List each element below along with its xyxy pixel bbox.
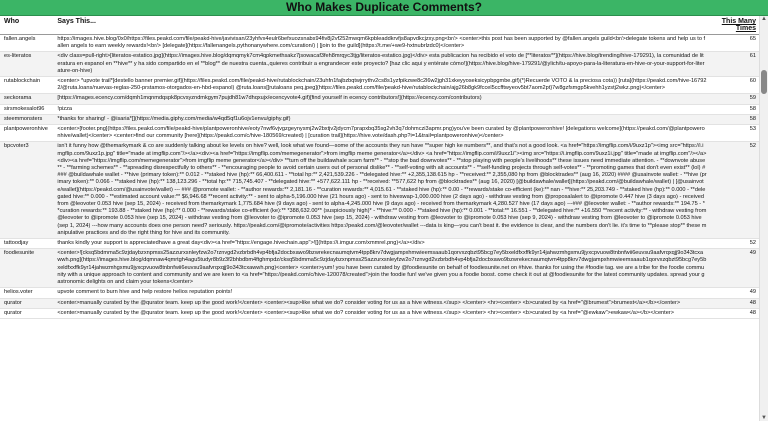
row-times-cell: 52 xyxy=(711,142,760,239)
page-title: Who Makes Duplicate Comments? xyxy=(0,0,768,16)
scroll-down-icon[interactable]: ▼ xyxy=(761,415,767,421)
row-who-cell: steemmonsters xyxy=(0,114,53,124)
row-times-cell: 61 xyxy=(711,52,760,77)
column-header-who[interactable]: Who xyxy=(0,16,53,35)
row-who-cell: plantpoweronhive xyxy=(0,125,53,142)
column-header-times[interactable]: This Many Times xyxy=(711,16,760,35)
table-row xyxy=(0,288,760,298)
row-says-cell: isn't it funny how @themarkymark & co are suddenly talking about ke levels on hive? well, look what we found—some of the accounts they run have **super high ke numbers**, and that's not a good look. <a href="https://imgflip.com/i/9uxz1p"><img src="https://i.imgflip.com/9uxz1p.jpg" title="made at imgflip.com"/></a><div><a href="https://imgflip.com/memegenerator">from imgflip meme generator</a></div> <a href="https://imgflip.com/i/9uxz1i"><img src="https://i.imgflip.com/9uxz1i.jpg" title="made at imgflip.com"/></a><div><a href="https://imgflip.com/memegenerator">from imgflip meme generator</a></div> **turn off the buildawhale scam farm** - **stop the bad downvotes** - **stop playing with people's livelihoods** these issues need immediate attention. - **downvote abuse** - **farming schemes** - **spreading disrespectfully to others** - **encouraging people to avoid certain users out of personal dislike** - **self-voting with alt accounts** - **self-funding projects through self-votes** - **promoting games that don't even exist** (lol) #### @buildawhale wallet - **hive (primary token):** 0.012 - **staked hive (hp):** 66,400.611 - **total hp:** 2,421,539.226 - **delegated hive:** +2,355,138.615 hp - **received:** 2,355,080 hp from @blocktrades** (aug 16, 2020) #### @usainvote wallet: - **hive (primary token):** 0.066 - **staked hive (hp):** 138,123.296 - **total hp:** 715,745.407 - **delegated hive:** +577,622.111 hp - **received: **577,622 hp from @blocktrades** (aug 16, 2020) [@buildawhale/wallet](https://peakd.com/@buildawhale/wallet) | [@usainvote/wallet](https://peakd.com/@usainvote/wallet) --- ### @promote wallet: - **author rewards:** 2,181.16 - **curation rewards:** 4,015.61 - **staked hive (hp):** 0.00 - **rewards/stake co-efficient (ke):** nan - **hive:** 25,203.749 - **staked hive (hp):** 0.000 - **delegated hive:** 0.000 - **estimated account value:** $6,946.68 **recent activity:** - sent to alpha-5,196.000 hive (21 hours ago) - sent to hiveswap-1,000.000 hive (2 days ago) - withdraw vesting from @proposalalert to @ipromote 0.447 hive (3 days ago) - received from @leovoter 0.053 hive (sep 15, 2024) - received from themarkymark 1,775.684 hive (9 days ago) - sent to alpha-4,245.000 hive (9 days ago) - received from themarkymark 4,280.527 hive (17 days ago) ---### @leovoter wallet: - **author rewards:** 194.75 - **curation rewards:** 193.88 - **staked hive (hp):** 0.000 - **rewards/stake co-efficient (ke):** *388,632.00** (suspiciously high)* - **hive:** 0.000 - **staked hive (hp):** 0.001 - **total:** 16.551 - **delegated hive:** +16.550 **recent activity:** - withdraw vesting from @leovoter to @ipromote 0.053 hive (sep 15, 2024) - withdraw vesting from @leovoter to @ipromote 0.053 hive (sep 15, 2024) - withdraw vesting from @leovoter to @ipromote 0.053 hive (sep 9, 2024) - withdraw vesting from @leovoter to @ipromote 0.053 hive (sep 1, 2024) ---how many accounts does one person need? seriously. https://peakd.com/@ipromote/activities https://peakd.com/@leovoter/wallet ---data is king—you can't beat it. the evidence is clear, and the numbers don't lie. it's time to **please stop** these manipulative practices and do the right thing for hive and its community. xyxy=(53,142,710,239)
row-times-cell: 58 xyxy=(711,104,760,114)
table-row xyxy=(0,104,760,114)
table-row xyxy=(0,52,760,77)
row-says-cell: *thanks for sharing! - @isaria*[](https://media.giphy.com/media/w4qd5qf1u6ojv1envu/giphy.gif) xyxy=(53,114,710,124)
row-times-cell: 58 xyxy=(711,114,760,124)
row-says-cell: !pizza xyxy=(53,104,710,114)
comments-table-container[interactable] xyxy=(0,16,760,421)
scroll-up-icon[interactable]: ▲ xyxy=(761,16,767,22)
table-row xyxy=(0,77,760,94)
table-row xyxy=(0,298,760,308)
row-times-cell: 48 xyxy=(711,298,760,308)
table-row xyxy=(0,249,760,288)
table-row xyxy=(0,142,760,239)
row-says-cell: <center>[footer.png](https://files.peakd.com/file/peakd-hive/plantpoweronhive/eoty7nwf6vjvgzgeynysmj2w2bxtjv2jdycm7prapxbq35sg2vh3q7dohmczi3apmr.png)you've been curated by @plantpoweronhive! [delegations welcome](https://peakd.com/@plantpoweronhive/wallet)</center> <center>find our community [here](https://peakd.com/c/hive-180569/created) | [curation trail](https://hive.vote/dash.php?i=1&trail=plantpoweronhive)</center> xyxy=(53,125,710,142)
row-says-cell: <center>![cksq5bdmma5c9zjdaybzxnpmss25azzurxsnleyfzw2o7rznvgd2vzbrbdh4vp4bfja2docbxawo9bzwrekecnaumqtvm4tpp8krv7dwgjampxhmwieemsaaub1qorvxzqbzt95bcg7ey5bxeldfxxffk9yr14jahwzmhgxmu9jyxcpvuow8tnbnfwii6euvsu9aafvrqxqjj9o343tcxawwh.png](https://images.hive.blog/dqmnaw4qmrtgh4agu5tudyr8b9z3f2bhbdbm4ftghmpdz/cksq5bdmma5c9zjdaybzxnpmss25azzurxsnleyfzw2o7rznvgd2vzbrbdh4vp4bfja2docbxawo9bzwrekecnaumqtvm4tpp8krv7dwgjampxhmwieemsaaub1qorvxzqbzt95bcg7ey5bxeldfxxffk9yr14jahwzmhgxmu9jyxcpvuow8tnbnfwii6euvsu9aafvrqxqjj9o343tcxawwh.png)<center> <center>yum! you have been curated by @foodiesunite on behalf of foodiesunite.net on #hive. thanks for using the #foodie tag. we are a tribe for the foodie community with a unique approach to content and community and we are keen to <a href="https://peakd.com/c/hive-120078/created">join the foodie fun! we've given you a foodie boost. come check it out at @foodiesunite for the latest community updates. spread your gastronomic delights on and claim your tokens</center> xyxy=(53,249,710,288)
row-times-cell: 53 xyxy=(711,125,760,142)
duplicate-comments-table xyxy=(0,16,760,319)
row-says-cell: https://images.hive.blog/0x0/https://files.peakd.com/file/peakd-hive/javivisan/23yhfvx4eulr6befxuozsnabs94fiv8j2vf252mwqm6kpbleaddkrvfjs8apvdkcjzxy.png<br/> <center>this post has been supported by @fallen.angels guild<br/>delegate tokens and help us to fallen angels to earn weekly rewards!<br/> [delegate](https://fallenangels.pythonanywhere.com/curation/) | [join to the guild](https://t.me/+we9-hxtnubrlzdc0)</center> xyxy=(53,35,710,52)
table-row xyxy=(0,114,760,124)
row-who-cell: bpcvoter3 xyxy=(0,142,53,239)
row-times-cell: 65 xyxy=(711,35,760,52)
scroll-thumb[interactable] xyxy=(761,70,767,94)
row-says-cell: <center> *upvote trail*[destello banner premier.gif](https://files.peakd.com/file/peakd-hive/rutablockchain/23uhfn1fajbzbqtwjrrythv2cs8s1yzfpikzwe8c2l6w2jgh31xkeyyoseksicypbpgmbe.gif)(*)Recuerde VOTO & la preciosa cota)) [ruta](https://peakd.com/hive-167922/@ruta.loans/nuevas-reglas-250-prstamos-otorgados-en-hbd-espanol) @ruta.loans[[rutaloans peq.jpeg](https://files.peakd.com/file/peakd-hive/rutablockchain/ajg26b8gk9fccel5ccfftwyeov5bt7aom2pt}7w8gzfsmgp5kvehh1yzstj2wkz.png)</center> xyxy=(53,77,710,94)
row-says-cell: <center>manually curated by the @qurator team. keep up the good work!</center> <center><sup>like what we do? consider voting for us as a hive witness.</sup> </center> <hr><center> <b>curated by <a href="@ewkaw">ewkaw</a></b></center> xyxy=(53,308,710,318)
row-times-cell: 60 xyxy=(711,77,760,94)
table-row xyxy=(0,239,760,249)
row-says-cell: <center>manually curated by the @qurator team. keep up the good work!</center> <center><sup>like what we do? consider voting for us as a hive witness.</sup> </center> <hr><center> <b>curated by <a href="@brumest">brumest</a></b></center> xyxy=(53,298,710,308)
row-says-cell: upvote comment to burn hive and help restore helios reputation points! xyxy=(53,288,710,298)
row-times-cell: 52 xyxy=(711,239,760,249)
row-times-cell: 49 xyxy=(711,249,760,288)
row-who-cell: foodiesunite xyxy=(0,249,53,288)
row-says-cell: <div class=pull-right>[literatos-estatico.jpg](https://images.hive.blog/dqmqmyk7cm4qpkmethsakz7jsowacaf3feh8mrqyc3tjg/literatos-estatico.jpg)</div> esta publicacion ha recibido el voto de [**literatos**](https://hive.blog/trending/hive-179291), la comunidad de literatura en espanol en **hive** y ha sido compartido en el **blog** de nuestra cuenta.,quieres contribuir a engrandecer este proyecto? [haz clic aqui y entérate cómo!](https://hive.blog/hive-179291/@ylich/tu-apoyo-para-la-literatura-en-hive-or-your-support-for-literature-on-hive) xyxy=(53,52,710,77)
row-who-cell: sirsmokesalot96 xyxy=(0,104,53,114)
row-who-cell: qurator xyxy=(0,308,53,318)
vertical-scrollbar[interactable] xyxy=(759,16,768,421)
table-row xyxy=(0,94,760,104)
table-row xyxy=(0,308,760,318)
row-times-cell: 49 xyxy=(711,288,760,298)
table-row xyxy=(0,35,760,52)
row-who-cell: rutablockchain xyxy=(0,77,53,94)
table-header-row xyxy=(0,16,760,35)
row-says-cell: thanks kindly your support is appreciatedhave a great day<div><a href="https://engage.hivechain.app">![](https://i.imgur.com/xmmrel.png)</a></div> xyxy=(53,239,710,249)
row-who-cell: tattoodjay xyxy=(0,239,53,249)
row-who-cell: fallen.angels xyxy=(0,35,53,52)
row-who-cell: qurator xyxy=(0,298,53,308)
row-says-cell: [https://images.ecency.com/dqmh1mqnmdqspk8pcvsyzndmkgym7pujdh81w7dhqxujx/ecencyvote4.gif)[find yourself in ecency contributors!](https://ecency.com/contributors) xyxy=(53,94,710,104)
row-who-cell: helios.voter xyxy=(0,288,53,298)
column-header-says[interactable]: Says This... xyxy=(53,16,710,35)
row-times-cell: 48 xyxy=(711,308,760,318)
row-who-cell: seckorama xyxy=(0,94,53,104)
row-times-cell: 59 xyxy=(711,94,760,104)
row-who-cell: es-literatos xyxy=(0,52,53,77)
table-row xyxy=(0,125,760,142)
